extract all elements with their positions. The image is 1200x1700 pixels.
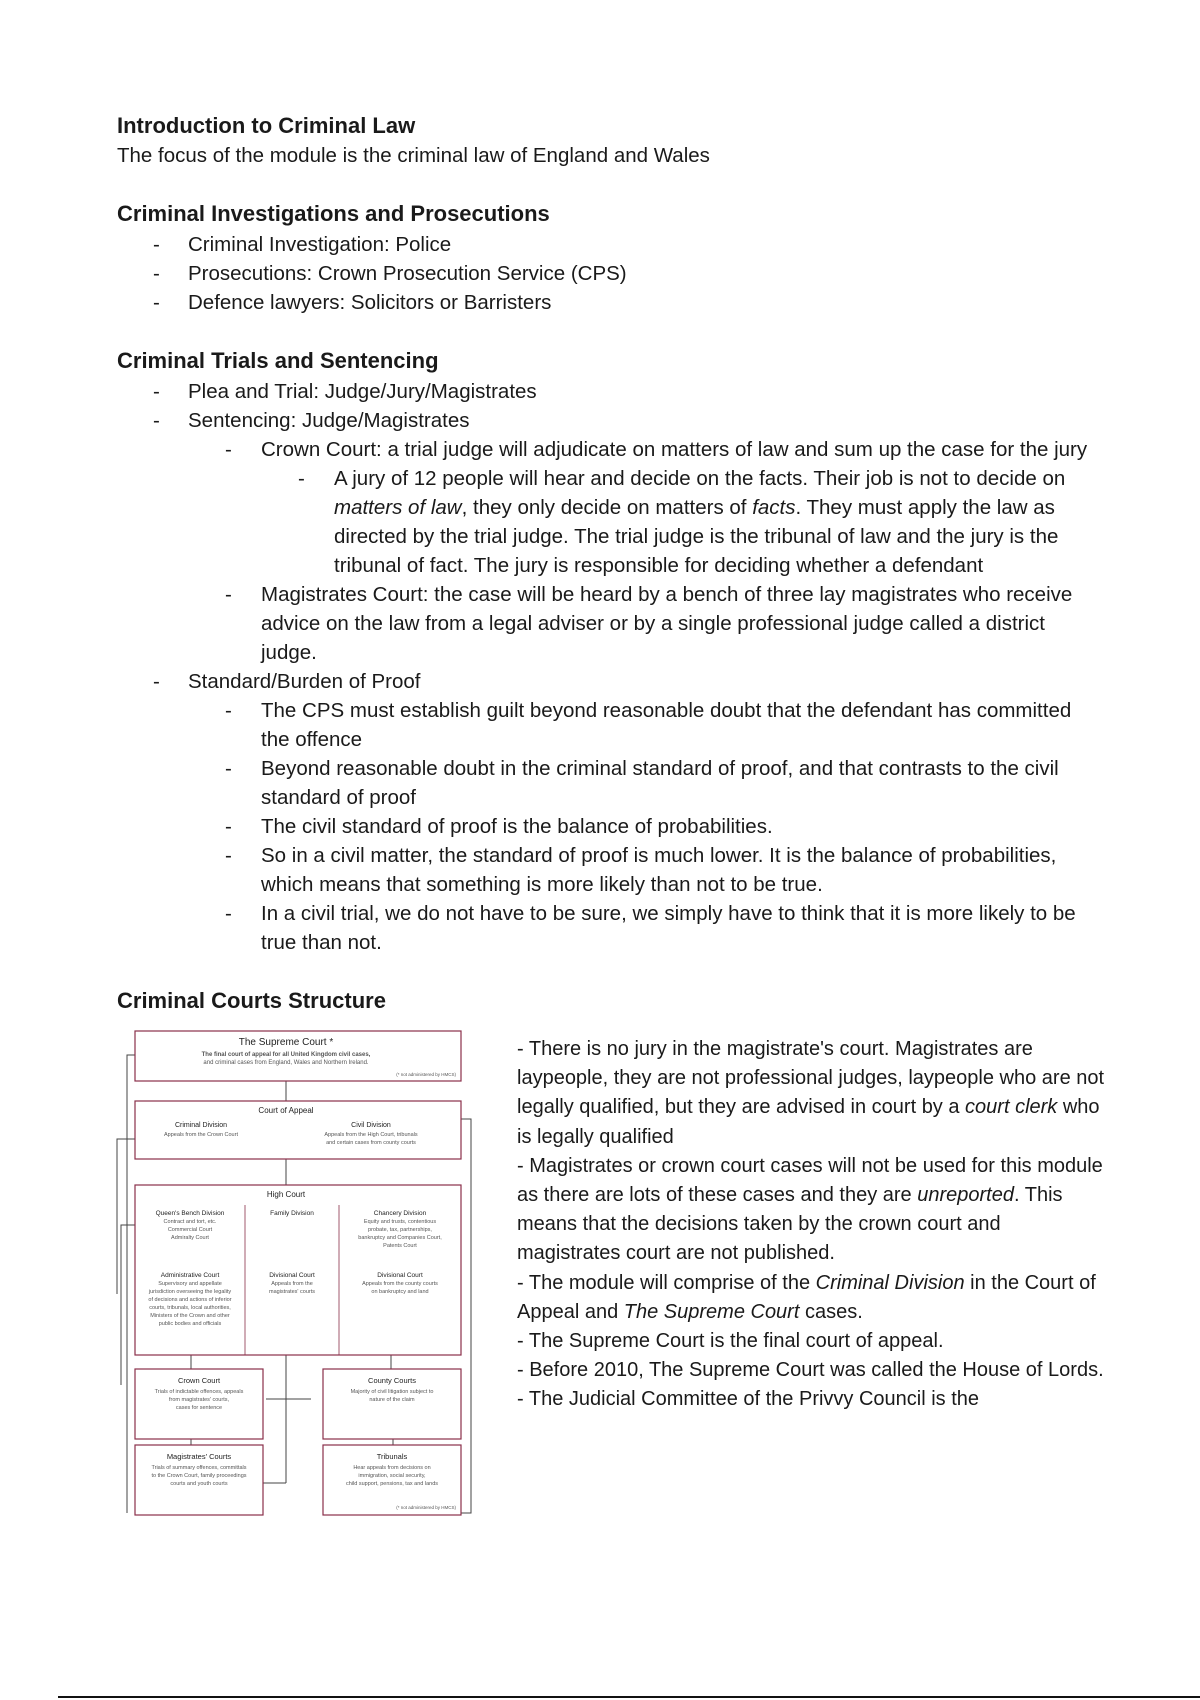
sentencing-sublist [188, 435, 1097, 667]
courts-notes [517, 1035, 1107, 1415]
div-family-title: Divisional Court [269, 1272, 315, 1279]
county-title: County Courts [368, 1376, 416, 1385]
list-item: - Magistrates Court: the case will be heard by a bench of three lay magistrates who receive advice on the law from a legal adviser or by a single professional judge called a district judge. [225, 583, 1073, 664]
trials-title: Criminal Trials and Sentencing [117, 348, 439, 373]
list-item: - Defence lawyers: Solicitors or Barristers [153, 291, 552, 314]
admin-desc-1: Supervisory and appellate [158, 1281, 222, 1287]
chancery-desc-3: bankruptcy and Companies Court, [358, 1235, 442, 1241]
county-desc-2: nature of the claim [369, 1397, 415, 1403]
admin-desc-6: public bodies and officials [158, 1321, 222, 1327]
list-item: - Prosecutions: Crown Prosecution Service (CPS) [153, 262, 627, 285]
investigations-title: Criminal Investigations and Prosecutions [117, 201, 550, 226]
trib-desc-2: immigration, social security, [358, 1473, 426, 1479]
note-no-jury: - There is no jury in the magistrate's court. Magistrates are laypeople, they are not professional judges, laypeople who are not legally qualified, but they are advised in court by a court clerk who is legally qualified [517, 1038, 1105, 1148]
mag-desc-3: courts and youth courts [170, 1481, 228, 1487]
chancery-desc-1: Equity and trusts, contentious [363, 1219, 437, 1225]
intro-title: Introduction to Criminal Law [117, 113, 416, 138]
appeal-title: Court of Appeal [258, 1106, 314, 1115]
note-final-appeal: - The Supreme Court is the final court of appeal. [517, 1330, 944, 1353]
div-chancery-desc-1: Appeals from the county courts [362, 1281, 438, 1287]
list-item: - Sentencing: Judge/Magistrates - Crown Court: a trial judge will adjudicate on matters of law and sum up the case for the jury - A jury of 12 people will hear and decide on the facts. Their job is not to decide on matters of law, they only decide on matters of facts. They must apply the law as directed by the trial judge. The trial judge is the tribunal of law and the jury is the tribunal of fact. The jury is responsible for deciding whether a defendant - Magistrates Court: the case will be heard by a bench of three lay magistrates who receive advice on the law from a legal adviser or by a single professional judge called a district judge. [117, 406, 1097, 667]
div-chancery-desc-2: on bankruptcy and land [371, 1289, 429, 1295]
list-item: - Standard/Burden of Proof - The CPS must establish guilt beyond reasonable doubt that the defendant has committed the offence - Beyond reasonable doubt in the criminal standard of proof, and that contrasts to the civil standard of proof - The civil standard of proof is the balance of probabilities. - So in a civil matter, the standard of proof is much lower. It is the balance of probabilities, which means that something is more likely than not to be true. - In a civil trial, we do not have to be sure, we simply have to think that it is more likely to be true than not. [117, 667, 1097, 957]
appeal-criminal: Criminal Division [174, 1122, 228, 1129]
note-unreported: - Magistrates or crown court cases will not be used for this module as there are lots of these cases and they are unreported. This means that the decisions taken by the crown court and magistrates court are not published. [517, 1154, 1103, 1265]
admin-desc-3: of decisions and actions of inferior [148, 1297, 232, 1303]
appeal-criminal-desc: Appeals from the Crown Court [164, 1132, 238, 1138]
note-privy-council: - The Judicial Committee of the Privvy Council is the [517, 1388, 980, 1411]
chancery-desc-2: probate, tax, partnerships, [368, 1227, 432, 1233]
appeal-civil-desc-1: Appeals from the High Court, tribunals [324, 1132, 418, 1138]
qb-desc-2: Commercial Court [167, 1227, 213, 1233]
crown-title: Crown Court [177, 1376, 221, 1385]
trib-note: (* not administered by HMCS) [396, 1505, 456, 1510]
supreme-title: The Supreme Court * [238, 1037, 334, 1048]
courts-title: Criminal Courts Structure [117, 988, 386, 1013]
admin-desc-5: Ministers of the Crown and other [150, 1313, 230, 1319]
chancery-title: Chancery Division [373, 1210, 427, 1217]
div-family-desc-1: Appeals from the [271, 1281, 313, 1287]
admin-title: Administrative Court [160, 1272, 220, 1279]
county-desc-1: Majority of civil litigation subject to [350, 1389, 434, 1395]
list-item: - Crown Court: a trial judge will adjudicate on matters of law and sum up the case for the jury - A jury of 12 people will hear and decide on the facts. Their job is not to decide on matters of law, they only decide on matters of facts. They must apply the law as directed by the trial judge. The trial judge is the tribunal of law and the jury is the tribunal of fact. The jury is responsible for deciding whether a defendant [117, 435, 1097, 580]
appeal-civil-desc-2: and certain cases from county courts [326, 1140, 416, 1146]
list-item: - So in a civil matter, the standard of proof is much lower. It is the balance of probabilities, which means that something is more likely than not to be true. [225, 844, 1057, 896]
list-item: - Criminal Investigation: Police [153, 233, 452, 256]
admin-desc-2: jurisdiction overseeing the legality [148, 1289, 232, 1295]
trib-title: Tribunals [376, 1452, 408, 1461]
list-item: - In a civil trial, we do not have to be sure, we simply have to think that it is more likely to be true than not. [225, 902, 1076, 954]
list-item-jury: - A jury of 12 people will hear and decide on the facts. Their job is not to decide on matters of law, they only decide on matters of facts. They must apply the law as directed by the trial judge. The trial judge is the tribunal of law and the jury is the tribunal of fact. The jury is responsible for deciding whether a defendant [298, 467, 1066, 577]
trials-section [117, 347, 1097, 957]
family-title: Family Division [270, 1210, 314, 1217]
high-court-title: High Court [266, 1190, 306, 1199]
crown-court-sublist [261, 464, 1097, 580]
list-item: - The CPS must establish guilt beyond reasonable doubt that the defendant has committed the offence [225, 699, 1072, 751]
mag-desc-2: to the Crown Court, family proceedings [151, 1473, 247, 1479]
supreme-note: (* not administered by HMCS) [396, 1072, 456, 1077]
qb-title: Queen's Bench Division [155, 1210, 225, 1217]
trials-list [117, 377, 1097, 957]
crown-desc-3: cases for sentence [175, 1405, 223, 1411]
note-module: - The module will comprise of the Criminal Division in the Court of Appeal and The Supreme Court cases. [517, 1271, 1096, 1323]
mag-desc-1: Trials of summary offences, committals [151, 1465, 247, 1471]
note-house-of-lords: - Before 2010, The Supreme Court was called the House of Lords. [517, 1359, 1104, 1382]
courts-section [117, 987, 1105, 1549]
investigations-section [117, 200, 1097, 317]
qb-desc-3: Admiralty Court [171, 1235, 209, 1241]
qb-desc-1: Contract and tort, etc. [163, 1219, 217, 1225]
supreme-desc-2: and criminal cases from England, Wales and Northern Ireland. [203, 1060, 369, 1066]
proof-sublist [188, 696, 1097, 957]
trib-desc-3: child support, pensions, tax and lands [345, 1481, 439, 1487]
page-bottom-rule [58, 1696, 1200, 1698]
div-chancery-title: Divisional Court [377, 1272, 423, 1279]
intro-subtitle: The focus of the module is the criminal law of England and Wales [117, 144, 710, 167]
list-item: - The civil standard of proof is the balance of probabilities. [225, 815, 773, 838]
list-item: - Beyond reasonable doubt in the criminal standard of proof, and that contrasts to the civil standard of proof [225, 757, 1059, 809]
courts-structure-diagram [111, 1029, 491, 1529]
trib-desc-1: Hear appeals from decisions on [353, 1465, 431, 1471]
crown-desc-1: Trials of indictable offences, appeals [154, 1389, 244, 1395]
list-item: - Plea and Trial: Judge/Jury/Magistrates [153, 380, 537, 403]
appeal-civil: Civil Division [351, 1122, 391, 1129]
admin-desc-4: courts, tribunals, local authorities, [149, 1305, 231, 1311]
mag-title: Magistrates' Courts [166, 1452, 232, 1461]
investigations-list [117, 230, 1097, 317]
chancery-desc-4: Patents Court [383, 1243, 417, 1249]
supreme-desc-1: The final court of appeal for all United Kingdom civil cases, [201, 1052, 371, 1058]
div-family-desc-2: magistrates' courts [269, 1289, 315, 1295]
document-page [117, 112, 1105, 1549]
crown-desc-2: from magistrates' courts, [168, 1397, 230, 1403]
